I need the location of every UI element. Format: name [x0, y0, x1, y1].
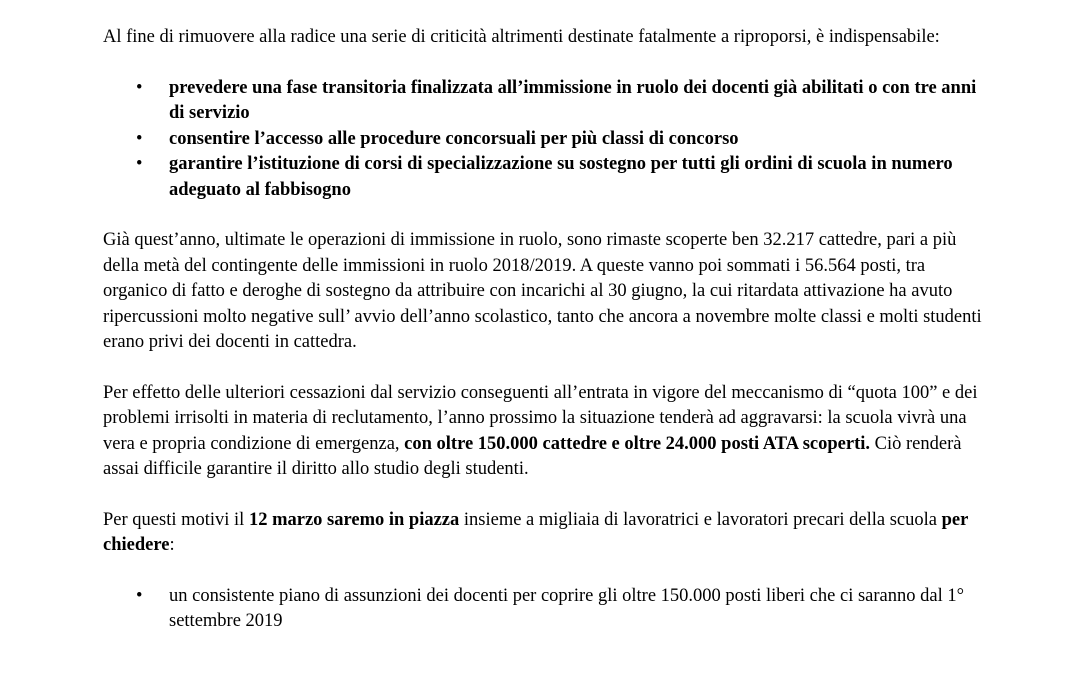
- needs-list: [103, 76, 988, 204]
- demands-list: [103, 584, 988, 635]
- list-item: • un consistente piano di assunzioni dei docenti per coprire gli oltre 150.000 posti liberi che ci saranno dal 1° settembre 2019: [169, 584, 988, 635]
- list-item: • consentire l’accesso alle procedure concorsuali per più classi di concorso: [169, 127, 988, 153]
- march-pre: Per questi motivi il: [103, 509, 249, 530]
- quota-tail: Ciò renderà assai difficile garantire il diritto allo studio degli studenti.: [103, 433, 962, 479]
- vacancies-paragraph: Già quest’anno, ultimate le operazioni di immissione in ruolo, sono rimaste scoperte ben 32.217 cattedre, pari a più della metà del contingente delle immissioni in ruolo 2018/2019. A queste vanno poi sommati i 56.564 posti, tra organico di fatto e deroghe di sostegno da attribuire con incarichi al 30 giugno, la cui ritardata attivazione ha avuto ripercussioni molto negative sull’ avvio dell’anno scolastico, tanto che ancora a novembre molte classi e molti studenti erano privi dei docenti in cattedra.: [103, 230, 982, 352]
- list-item: • prevedere una fase transitoria finalizzata all’immissione in ruolo dei docenti già abilitati o con tre anni di servizio: [169, 76, 988, 127]
- quota-text: Per effetto delle ulteriori cessazioni dal servizio conseguenti all’entrata in vigore del meccanismo di “quota 100” e dei problemi irrisolti in materia di reclutamento, l’anno prossimo la situazione tenderà ad aggravarsi: la scuola vivrà una vera e propria condizione di emergenza,: [103, 382, 978, 454]
- march-bold-ask: per chiedere: [103, 509, 968, 555]
- quota-100-paragraph: [103, 381, 988, 483]
- march-paragraph: [103, 508, 988, 559]
- intro-paragraph: Al fine di rimuovere alla radice una serie di criticità altrimenti destinate fatalmente a riproporsi, è indispensabile:: [103, 27, 940, 47]
- document-body: [103, 25, 988, 660]
- march-post: :: [169, 535, 175, 555]
- list-item: • garantire l’istituzione di corsi di specializzazione su sostegno per tutti gli ordini di scuola in numero adeguato al fabbisogno: [169, 152, 988, 203]
- march-bold-date: 12 marzo saremo in piazza: [248, 509, 460, 530]
- quota-bold-figures: con oltre 150.000 cattedre e oltre 24.000 posti ATA scoperti.: [404, 433, 871, 454]
- march-mid: insieme a migliaia di lavoratrici e lavoratori precari della scuola: [459, 509, 942, 530]
